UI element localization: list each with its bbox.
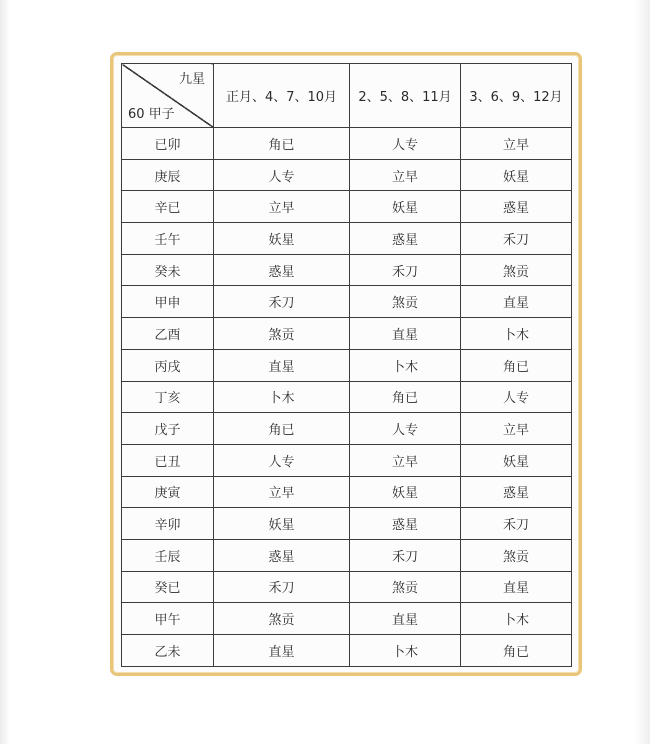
star-cell: 卜木 (350, 635, 461, 667)
table-row (122, 349, 572, 381)
star-cell: 直星 (214, 635, 350, 667)
star-cell: 角已 (214, 413, 350, 445)
row-ganzhi-cell: 已卯 (122, 128, 214, 160)
table-row (122, 635, 572, 667)
row-ganzhi-cell: 壬辰 (122, 539, 214, 571)
row-ganzhi-cell: 庚辰 (122, 159, 214, 191)
star-cell: 立早 (461, 128, 572, 160)
row-ganzhi-cell: 乙未 (122, 635, 214, 667)
column-header: 正月、4、7、10月 (214, 64, 350, 128)
table-row (122, 571, 572, 603)
star-cell: 角已 (350, 381, 461, 413)
table-row (122, 128, 572, 160)
star-cell: 煞贡 (214, 318, 350, 350)
column-header: 2、5、8、11月 (350, 64, 461, 128)
table-row (122, 413, 572, 445)
star-cell: 妖星 (461, 159, 572, 191)
table-row (122, 444, 572, 476)
star-cell: 惑星 (461, 476, 572, 508)
table-body (122, 128, 572, 667)
table-row (122, 603, 572, 635)
row-ganzhi-cell: 癸已 (122, 571, 214, 603)
star-cell: 禾刀 (350, 539, 461, 571)
star-cell: 禾刀 (214, 286, 350, 318)
row-ganzhi-cell: 丁亥 (122, 381, 214, 413)
star-cell: 立早 (350, 159, 461, 191)
star-cell: 妖星 (461, 444, 572, 476)
nine-star-table (121, 63, 572, 667)
star-cell: 直星 (461, 571, 572, 603)
star-cell: 卜木 (461, 603, 572, 635)
row-ganzhi-cell: 甲申 (122, 286, 214, 318)
star-cell: 直星 (350, 318, 461, 350)
star-cell: 人专 (350, 128, 461, 160)
table-row (122, 159, 572, 191)
column-header: 3、6、9、12月 (461, 64, 572, 128)
star-cell: 卜木 (350, 349, 461, 381)
table-row (122, 381, 572, 413)
star-cell: 煞贡 (350, 571, 461, 603)
star-cell: 惑星 (350, 223, 461, 255)
row-ganzhi-cell: 癸未 (122, 254, 214, 286)
row-ganzhi-cell: 乙酉 (122, 318, 214, 350)
star-cell: 直星 (350, 603, 461, 635)
row-ganzhi-cell: 辛卯 (122, 508, 214, 540)
star-cell: 禾刀 (461, 223, 572, 255)
table-row (122, 318, 572, 350)
star-cell: 妖星 (350, 476, 461, 508)
star-cell: 禾刀 (461, 508, 572, 540)
star-cell: 煞贡 (350, 286, 461, 318)
star-cell: 角已 (461, 349, 572, 381)
star-cell: 直星 (214, 349, 350, 381)
table-row (122, 539, 572, 571)
row-ganzhi-cell: 丙戌 (122, 349, 214, 381)
corner-label-sixty-jiazi: 60 甲子 (128, 107, 175, 122)
table-row (122, 191, 572, 223)
star-cell: 妖星 (214, 223, 350, 255)
star-cell: 惑星 (214, 539, 350, 571)
table-row (122, 476, 572, 508)
star-cell: 立早 (461, 413, 572, 445)
star-cell: 煞贡 (214, 603, 350, 635)
star-cell: 立早 (214, 476, 350, 508)
star-cell: 卜木 (461, 318, 572, 350)
corner-header-cell (122, 64, 214, 128)
right-edge-shadow (634, 0, 650, 744)
star-cell: 人专 (214, 159, 350, 191)
star-cell: 卜木 (214, 381, 350, 413)
star-cell: 立早 (350, 444, 461, 476)
table-row (122, 508, 572, 540)
star-cell: 惑星 (350, 508, 461, 540)
row-ganzhi-cell: 庚寅 (122, 476, 214, 508)
star-cell: 煞贡 (461, 254, 572, 286)
table-row (122, 254, 572, 286)
left-edge-shadow (0, 0, 10, 744)
row-ganzhi-cell: 辛已 (122, 191, 214, 223)
star-cell: 直星 (461, 286, 572, 318)
row-ganzhi-cell: 戊子 (122, 413, 214, 445)
corner-label-nine-stars: 九星 (178, 72, 205, 87)
table-row (122, 223, 572, 255)
star-cell: 人专 (461, 381, 572, 413)
star-cell: 禾刀 (350, 254, 461, 286)
star-cell: 妖星 (214, 508, 350, 540)
table-row (122, 286, 572, 318)
row-ganzhi-cell: 壬午 (122, 223, 214, 255)
star-cell: 煞贡 (461, 539, 572, 571)
star-cell: 人专 (214, 444, 350, 476)
star-cell: 人专 (350, 413, 461, 445)
star-cell: 惑星 (461, 191, 572, 223)
row-ganzhi-cell: 甲午 (122, 603, 214, 635)
star-cell: 惑星 (214, 254, 350, 286)
star-cell: 角已 (461, 635, 572, 667)
star-cell: 禾刀 (214, 571, 350, 603)
table-header-row (122, 64, 572, 128)
row-ganzhi-cell: 已丑 (122, 444, 214, 476)
star-cell: 角已 (214, 128, 350, 160)
star-cell: 立早 (214, 191, 350, 223)
star-cell: 妖星 (350, 191, 461, 223)
